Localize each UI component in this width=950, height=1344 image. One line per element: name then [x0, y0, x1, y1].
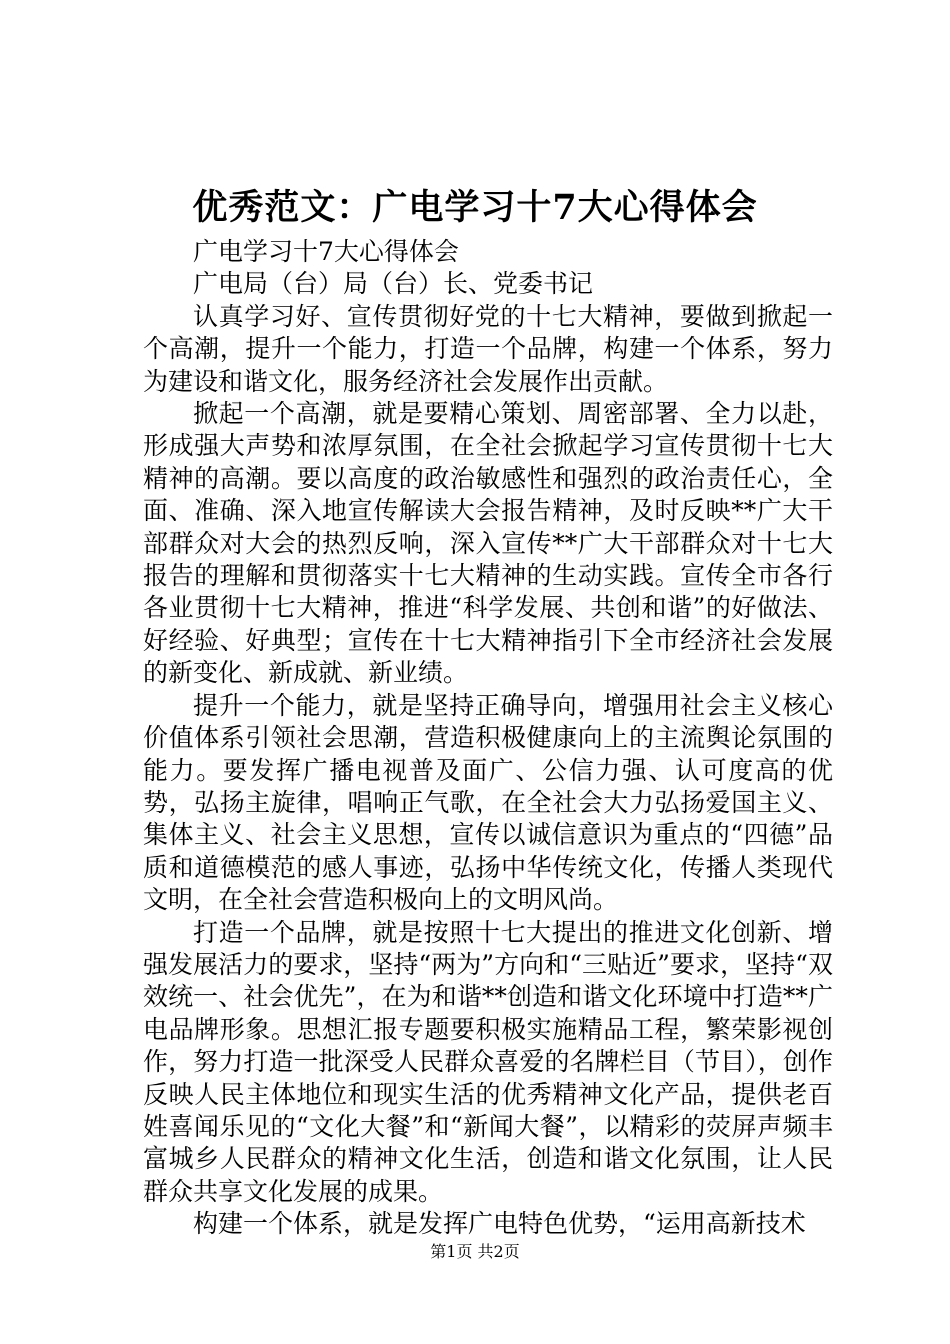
document-body	[143, 236, 833, 1241]
paragraph-brand: 打造一个品牌，就是按照十七大提出的推进文化创新、增强发展活力的要求，坚持“两为”方向和“三贴近”要求，坚持“双效统一、社会优先”，在为和谐**创造和谐文化环境中打造**广电品牌形象。思想汇报专题要积极实施精品工程，繁荣影视创作，努力打造一批深受人民群众喜爱的名牌栏目（节目），创作反映人民主体地位和现实生活的优秀精神文化产品，提供老百姓喜闻乐见的“文化大餐”和“新闻大餐”，以精彩的荧屏声频丰富城乡人民群众的精神文化生活，创造和谐文化氛围，让人民群众共享文化发展的成果。	[143, 917, 833, 1206]
paragraph-subtitle: 广电学习十7大心得体会	[193, 237, 459, 266]
paragraph-author: 广电局（台）局（台）长、党委书记	[193, 269, 594, 299]
paragraph-system: 构建一个体系，就是发挥广电特色优势，“运用高新技术	[193, 1209, 806, 1239]
paragraph-intro: 认真学习好、宣传贯彻好党的十七大精神，要做到掀起一个高潮，提升一个能力，打造一个品牌，构建一个体系，努力为建设和谐文化，服务经济社会发展作出贡献。	[143, 301, 833, 396]
page-number-footer: 第1页 共2页	[430, 1242, 520, 1261]
document-title: 优秀范文：广电学习十7大心得体会	[192, 187, 758, 228]
paragraph-ability: 提升一个能力，就是坚持正确导向，增强用社会主义核心价值体系引领社会思潮，营造积极健康向上的主流舆论氛围的能力。要发挥广播电视普及面广、公信力强、认可度高的优势，弘扬主旋律，唱响正气歌，在全社会大力弘扬爱国主义、集体主义、社会主义思想，宣传以诚信意识为重点的“四德”品质和道德模范的感人事迹，弘扬中华传统文化，传播人类现代文明，在全社会营造积极向上的文明风尚。	[143, 690, 833, 915]
paragraph-high-tide: 掀起一个高潮，就是要精心策划、周密部署、全力以赴，形成强大声势和浓厚氛围，在全社会掀起学习宣传贯彻十七大精神的高潮。要以高度的政治敏感性和强烈的政治责任心，全面、准确、深入地宣传解读大会报告精神，及时反映**广大干部群众对大会的热烈反响，深入宣传**广大干部群众对十七大报告的理解和贯彻落实十七大精神的生动实践。宣传全市各行各业贯彻十七大精神，推进“科学发展、共创和谐”的好做法、好经验、好典型；宣传在十七大精神指引下全市经济社会发展的新变化、新成就、新业绩。	[143, 399, 833, 688]
